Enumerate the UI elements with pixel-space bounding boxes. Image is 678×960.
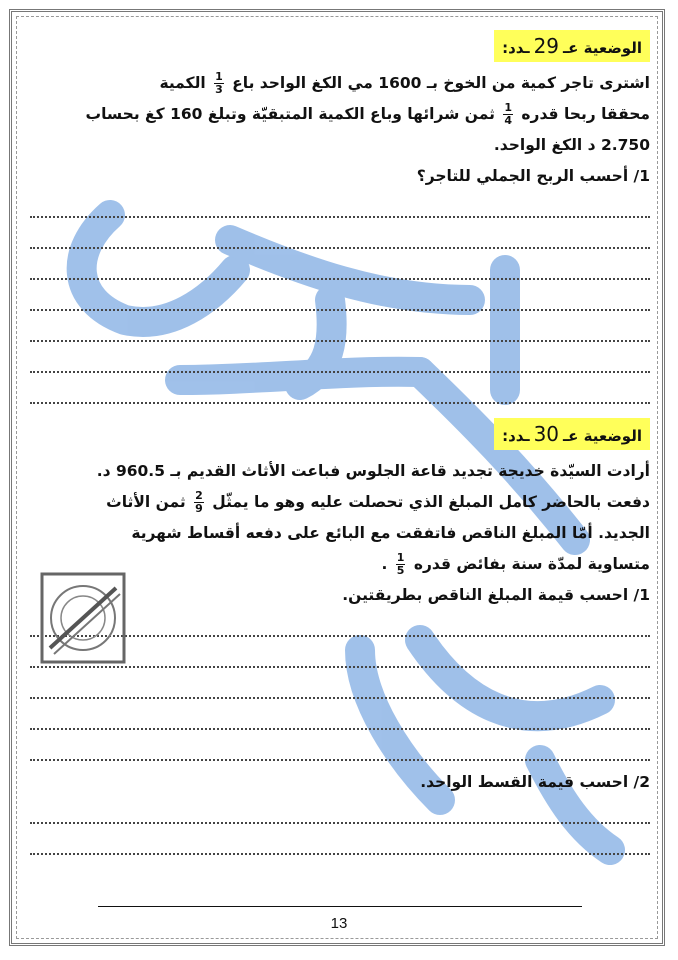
- text-segment: الكمية: [159, 74, 206, 92]
- answer-line[interactable]: [30, 187, 650, 218]
- text-segment: متساوية لمدّة سنة بفائض قدره: [413, 555, 650, 573]
- answer-line[interactable]: [30, 373, 650, 404]
- fraction-denominator: 9: [195, 502, 203, 515]
- fraction-denominator: 3: [215, 83, 223, 96]
- question-30-1: 1/ احسب قيمة المبلغ الناقص بطريقتين.: [342, 586, 650, 604]
- section-title-29: [494, 30, 650, 62]
- title-number: 30: [533, 422, 560, 446]
- fraction: [503, 102, 513, 127]
- fraction-denominator: 4: [504, 114, 512, 127]
- answer-line[interactable]: [30, 280, 650, 311]
- text-segment: ثمن الأثاث: [106, 493, 186, 511]
- question-29-1: 1/ أحسب الربح الجملي للتاجر؟: [416, 167, 650, 185]
- fraction-numerator: 1: [215, 70, 223, 83]
- fraction: [194, 490, 204, 515]
- text-line: 2.750 د الكغ الواحد.: [493, 136, 650, 154]
- answer-line[interactable]: [30, 218, 650, 249]
- answer-lines-30-2: [30, 793, 650, 855]
- page-number: 13: [330, 915, 348, 932]
- fraction: [214, 71, 224, 96]
- fraction: [396, 552, 406, 577]
- footer-divider: [98, 906, 582, 907]
- title-prefix: الوضعية عـ: [563, 39, 642, 57]
- question-30-2: 2/ احسب قيمة القسط الواحد.: [420, 773, 650, 791]
- text-line: أرادت السيّدة خديجة تجديد قاعة الجلوس فباعت الأثاث القديم بـ 960.5 د.: [96, 462, 650, 480]
- fraction-numerator: 2: [195, 489, 203, 502]
- title-suffix: ـدد:: [502, 427, 530, 445]
- answer-line[interactable]: [30, 824, 650, 855]
- problem-text-29: [30, 68, 650, 161]
- page-content: [30, 30, 650, 855]
- answer-line[interactable]: [30, 699, 650, 730]
- text-segment: اشترى تاجر كمية من الخوخ بـ 1600 مي الكغ الواحد باع: [232, 74, 650, 92]
- answer-line[interactable]: [30, 793, 650, 824]
- text-segment: ثمن شرائها وباع الكمية المتبقيّة وتبلغ 160 كغ بحساب: [85, 105, 495, 123]
- answer-lines-29: [30, 187, 650, 404]
- answer-line[interactable]: [30, 249, 650, 280]
- answer-line[interactable]: [30, 342, 650, 373]
- text-line: [30, 487, 650, 518]
- section-title-30: [494, 418, 650, 450]
- text-segment: محققا ربحا قدره: [521, 105, 650, 123]
- fraction-numerator: 1: [396, 551, 405, 564]
- text-line: [30, 68, 650, 99]
- title-number: 29: [533, 34, 560, 58]
- answer-line[interactable]: [30, 311, 650, 342]
- text-segment: دفعت بالحاضر كامل المبلغ الذي تحصلت عليه وهو ما يمثّل: [212, 493, 650, 511]
- fraction-numerator: 1: [504, 101, 512, 114]
- title-prefix: الوضعية عـ: [563, 427, 642, 445]
- answer-line[interactable]: [30, 668, 650, 699]
- problem-text-30: [30, 456, 650, 580]
- text-line: [30, 99, 650, 130]
- stamp-seal: [40, 572, 126, 664]
- title-suffix: ـدد:: [502, 39, 530, 57]
- fraction-denominator: 5: [396, 564, 405, 577]
- text-segment: .: [381, 555, 388, 573]
- answer-line[interactable]: [30, 730, 650, 761]
- text-line: الجديد. أمّا المبلغ الناقص فاتفقت مع البائع على دفعه أقساط شهرية: [131, 524, 650, 542]
